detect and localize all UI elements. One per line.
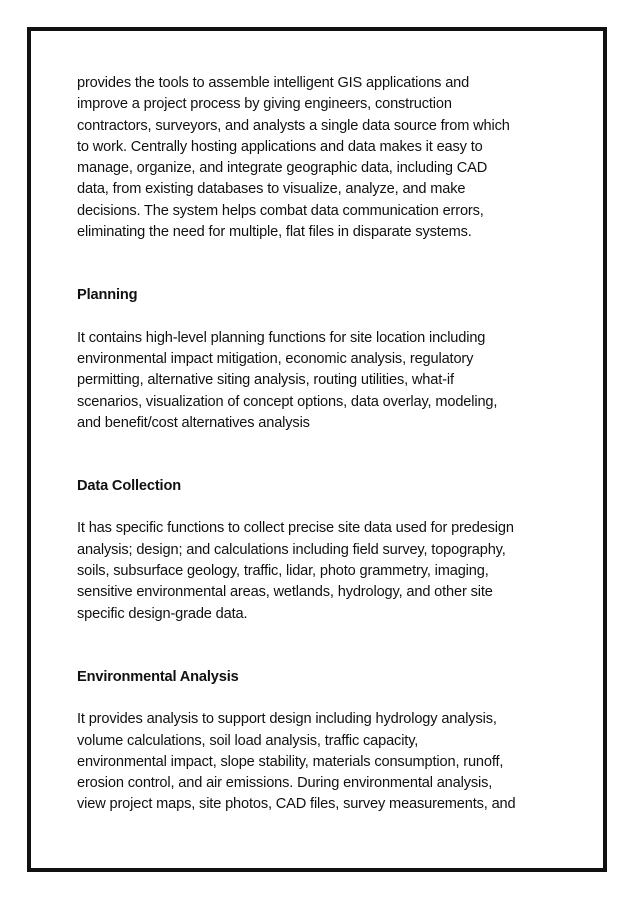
section-heading-environmental-analysis: Environmental Analysis [77, 668, 239, 685]
section-body-data-collection: It has specific functions to collect precise site data used for predesign analysis; design; and calculations including field survey, topography, soils, subsurface geology, traffic, lidar, photo grammetry, imaging, sensitive environmental areas, wetlands, hydrology, and other site specific design-grade data. [77, 520, 514, 622]
section-heading-planning: Planning [77, 287, 138, 304]
document-body [77, 73, 567, 816]
spacer [77, 688, 567, 709]
spacer [77, 625, 567, 667]
spacer [77, 497, 567, 518]
spacer [77, 434, 567, 476]
section-body-planning: It contains high-level planning functions for site location including environmental impact mitigation, economic analysis, regulatory permitting, alternative siting analysis, routing utilities, what-if scenarios, visualization of concept options, data overlay, modeling, and benefit/cost alternatives analysis [77, 329, 498, 431]
spacer [77, 307, 567, 328]
intro-paragraph: provides the tools to assemble intelligent GIS applications and improve a project process by giving engineers, construction contractors, surveyors, and analysts a single data source from which to work. Centrally hosting applications and data makes it easy to manage, organize, and integrate geographic data, including CAD data, from existing databases to visualize, analyze, and make decisions. The system helps combat data communication errors, eliminating the need for multiple, flat files in disparate systems. [77, 75, 510, 241]
spacer [77, 243, 567, 285]
section-body-environmental-analysis: It provides analysis to support design including hydrology analysis, volume calculations, soil load analysis, traffic capacity, environmental impact, slope stability, materials consumption, runoff, erosion control, and air emissions. During environmental analysis, view project maps, site photos, CAD files, survey measurements, and [77, 711, 516, 813]
section-heading-data-collection: Data Collection [77, 478, 181, 495]
